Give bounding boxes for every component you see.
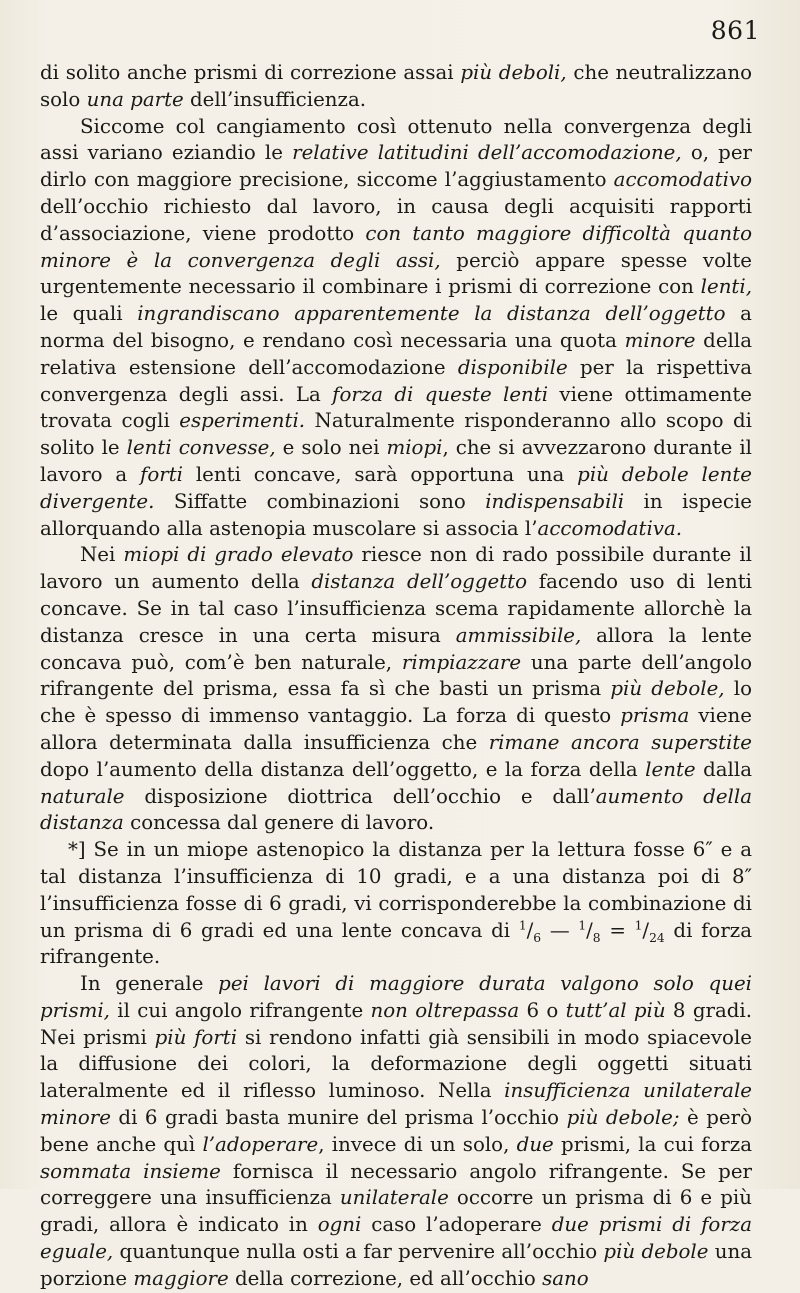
footnote-paragraph — [40, 837, 752, 971]
paragraph — [40, 542, 752, 837]
text-run: *] Se in un miope astenopico la distanza per la lettura fosse 6″ e a tal distanza l’insufficienza di 10 gradi, e a una distanza poi di 8″ l’insufficienza fosse di 6 gradi, vi corrisponderebbe la combinazione di un prisma di 6 gradi ed una lente concava di — [40, 838, 752, 942]
italic-text: più forti — [154, 1025, 238, 1049]
text-run: / — [642, 918, 650, 942]
text-run: lo che è spesso di immenso vantaggio. La forza di questo — [40, 677, 752, 728]
body-text — [40, 60, 752, 1293]
text-run: lenti concave, sarà opportuna una — [183, 462, 578, 486]
fraction-denominator: 6 — [533, 930, 542, 945]
italic-text: distanza dell’oggetto — [311, 570, 528, 594]
fraction-numerator: 1 — [518, 917, 527, 932]
text-run: occorre un prisma di 6 e più gradi, allora è indicato in — [40, 1186, 753, 1237]
italic-text: maggiore — [133, 1266, 229, 1290]
page-number: 861 — [710, 16, 760, 45]
text-run: 6 o — [519, 998, 566, 1022]
italic-text: esperimenti. — [179, 409, 306, 433]
text-run: e solo nei — [275, 436, 387, 460]
text-run: in ispecie allorquando alla astenopia muscolare si associa l’ — [40, 489, 752, 540]
italic-text: relative latitudini dell’accomodazione, — [292, 141, 682, 165]
italic-text: non oltrepassa — [370, 998, 520, 1022]
text-run: viene allora determinata dalla insufficienza che — [40, 704, 752, 754]
text-run: , che si avvezzarono durante il lavoro a — [40, 436, 752, 486]
text-run: dalla — [695, 757, 752, 781]
text-run: dopo l’aumento della distanza dell’oggetto, e la forza della — [40, 757, 646, 781]
italic-text: lente — [645, 757, 696, 781]
italic-text: rimane ancora superstite — [488, 730, 752, 754]
italic-text: naturale — [40, 784, 125, 808]
italic-text: una parte — [86, 87, 184, 111]
text-run: della relativa estensione dell’accomodazione — [40, 328, 752, 379]
text-run: / — [526, 918, 534, 942]
text-run: di forza rifrangente. — [40, 918, 753, 969]
italic-text: accomodativa. — [537, 516, 683, 540]
paragraph — [40, 971, 752, 1293]
text-run: 8 gradi. Nei prismi — [40, 998, 753, 1049]
italic-text: pei lavori di maggiore durata valgono solo quei prismi, — [40, 972, 752, 1022]
text-run: perciò appare spesse volte urgentemente necessario il combinare i prismi di correzione con — [40, 248, 753, 299]
italic-text: lenti convesse, — [126, 436, 276, 460]
text-run: che neutralizzano solo — [40, 61, 752, 111]
italic-text: con tanto maggiore difficoltà quanto minore è la convergenza degli assi, — [40, 221, 752, 272]
text-run: di solito anche prismi di correzione assai — [40, 61, 461, 84]
text-run: Nei — [80, 543, 124, 567]
italic-text: due prismi di forza eguale, — [40, 1213, 753, 1264]
text-run: , invece di un solo, — [318, 1132, 517, 1156]
italic-text: più debole, — [610, 677, 725, 701]
fraction-numerator: 1 — [634, 917, 643, 932]
fraction-denominator: 24 — [649, 930, 665, 945]
italic-text: tutt’al più — [565, 998, 666, 1022]
text-run: una parte dell’angolo rifrangente del prisma, essa fa sì che basti un prisma — [40, 650, 753, 701]
italic-text: l’adoperare — [202, 1132, 319, 1156]
text-run: In generale — [80, 972, 219, 996]
text-run: è però bene anche quì — [40, 1106, 752, 1156]
italic-text: miopi di grado elevato — [123, 543, 354, 567]
text-run: Siffatte combinazioni sono — [154, 489, 486, 513]
text-run: caso l’adoperare — [361, 1213, 552, 1237]
italic-text: più debole lente divergente. — [40, 462, 752, 513]
text-run: o, per dirlo con maggiore precisione, siccome l’aggiustamento — [40, 141, 752, 192]
text-run: il cui angolo rifrangente — [109, 998, 371, 1022]
italic-text: sano — [542, 1266, 589, 1290]
italic-text: sommata insieme — [40, 1159, 221, 1183]
italic-text: due — [516, 1132, 554, 1156]
text-run: viene ottimamente trovata cogli — [40, 382, 752, 433]
italic-text: forza di queste lenti — [332, 382, 549, 406]
italic-text: prisma — [620, 704, 690, 728]
italic-text: disponibile — [457, 355, 568, 379]
text-run: Siccome col cangiamento così ottenuto nella convergenza degli assi variano eziandio le — [40, 114, 752, 165]
text-run: / — [586, 918, 593, 942]
paragraph — [40, 60, 752, 114]
italic-text: forti — [140, 462, 184, 486]
text-run: per la rispettiva convergenza degli assi. La — [40, 355, 752, 406]
italic-text: ogni — [317, 1213, 362, 1237]
italic-text: più debole; — [566, 1106, 680, 1130]
italic-text: più deboli, — [460, 61, 567, 84]
fraction-numerator: 1 — [578, 917, 587, 932]
paragraph — [40, 114, 752, 543]
text-run: facendo uso di lenti concave. Se in tal caso l’insufficienza scema rapidamente allorchè la distanza cresce in una certa misura — [40, 570, 753, 647]
italic-text: aumento della distanza — [40, 784, 752, 835]
text-run: della correzione, ed all’occhio — [228, 1266, 543, 1290]
italic-text: indispensabili — [485, 489, 625, 513]
text-run: fornisca il necessario angolo rifrangente. Se per correggere una insufficienza — [40, 1159, 752, 1210]
italic-text: rimpiazzare — [401, 650, 522, 674]
italic-text: lenti, — [700, 275, 752, 299]
text-run: una porzione — [40, 1240, 752, 1290]
text-run: concessa dal genere di lavoro. — [123, 811, 435, 835]
fraction-denominator: 8 — [592, 930, 601, 945]
italic-text: minore — [624, 328, 696, 352]
text-run: disposizione diottrica dell’occhio e dall’ — [124, 784, 596, 808]
italic-text: ammissibile, — [455, 623, 582, 647]
text-run: dell’occhio richiesto dal lavoro, in causa degli acquisiti rapporti d’associazione, viene prodotto — [40, 194, 752, 245]
italic-text: unilaterale — [339, 1186, 449, 1210]
text-run: le quali — [40, 302, 138, 326]
italic-text: ingrandiscano apparentemente la distanza dell’oggetto — [137, 302, 726, 326]
text-run: riesce non di rado possibile durante il lavoro un aumento della — [40, 543, 752, 594]
text-run: — — [541, 918, 579, 942]
italic-text: accomodativo — [613, 168, 752, 192]
text-run: = — [600, 918, 635, 942]
italic-text: più debole — [603, 1240, 709, 1264]
text-run: Naturalmente risponderanno allo scopo di solito le — [40, 409, 753, 460]
text-run: quantunque nulla osti a far pervenire all’occhio — [113, 1240, 604, 1264]
text-run: allora la lente concava può, com’è ben naturale, — [40, 623, 752, 674]
text-run: prismi, la cui forza — [553, 1132, 753, 1156]
text-run: di 6 gradi basta munire del prisma l’occhio — [110, 1106, 567, 1130]
text-run: a norma del bisogno, e rendano così necessaria una quota — [40, 302, 752, 352]
text-run: si rendono infatti già sensibili in modo spiacevole la diffusione dei colori, la deformazione degli oggetti situati lateralmente ed il riflesso luminoso. Nella — [40, 1025, 752, 1103]
italic-text: miopi — [386, 436, 443, 460]
italic-text: insufficienza unilaterale minore — [40, 1079, 752, 1130]
text-run: dell’insufficienza. — [183, 87, 367, 111]
